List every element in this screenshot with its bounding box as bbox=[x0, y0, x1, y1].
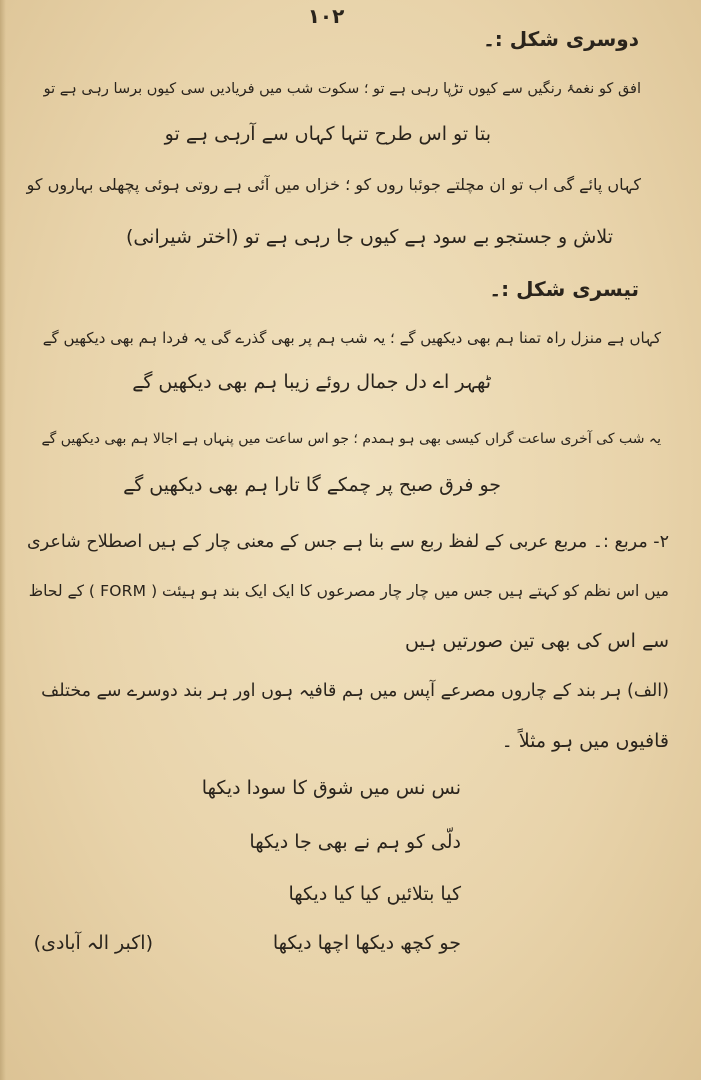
verse-line: ٹھہر اے دل جمال روئے زیبا ہم بھی دیکھیں گے bbox=[132, 371, 491, 393]
poem-line: نس نس میں شوق کا سودا دیکھا bbox=[201, 777, 461, 799]
verse-line: کہاں پائے گی اب تو ان مچلتے جوئبا روں کو ؛ خزاں میں آئی ہے روتی ہوئی پچھلی بہاروں کو bbox=[26, 175, 641, 194]
verse-line: بتا تو اس طرح تنہا کہاں سے آرہی ہے تو bbox=[164, 123, 491, 145]
poem-line: کیا بتلائیں کیا کیا دیکھا bbox=[288, 883, 461, 905]
paragraph-line: ۲- مربع :۔ مربع عربی کے لفظ ربع سے بنا ہے جس کے معنی چار کے ہیں اصطلاح شاعری bbox=[27, 532, 669, 552]
paragraph-line: سے اس کی بھی تین صورتیں ہیں bbox=[405, 630, 669, 652]
poem-line: دلّی کو ہم نے بھی جا دیکھا bbox=[249, 831, 461, 853]
verse-line: جو فرق صبح پر چمکے گا تارا ہم بھی دیکھیں گے bbox=[123, 474, 501, 496]
verse-line: کہاں ہے منزل راہ تمنا ہم بھی دیکھیں گے ؛ یہ شب ہم پر بھی گذرے گی یہ فردا ہم بھی دیکھیں گے bbox=[42, 329, 661, 347]
heading-third-form: تیسری شکل :۔ bbox=[489, 277, 639, 301]
poem-line: جو کچھ دیکھا اچھا دیکھا bbox=[272, 932, 461, 954]
page-number: ۱۰۲ bbox=[307, 4, 345, 28]
heading-second-form: دوسری شکل :۔ bbox=[483, 27, 639, 51]
verse-line: افق کو نغمۂ رنگیں سے کیوں تڑپا رہی ہے تو ؛ سکوت شب میں فریادیں سی کیوں برسا رہی ہے تو bbox=[43, 81, 641, 97]
paragraph-line: میں اس نظم کو کہتے ہیں جس میں چار چار مصرعوں کا ایک ایک بند ہو ہیئت ( FORM ) کے لحاظ bbox=[28, 582, 669, 600]
verse-line: تلاش و جستجو بے سود ہے کیوں جا رہی ہے تو (اختر شیرانی) bbox=[125, 226, 613, 248]
paragraph-line: قافیوں میں ہو مثلاً ۔ bbox=[501, 730, 669, 752]
poet-attribution: (اکبر الہ آبادی) bbox=[33, 932, 153, 954]
verse-line: یہ شب کی آخری ساعت گراں کیسی بھی ہو ہمدم ؛ جو اس ساعت میں پنہاں ہے اجالا ہم بھی دیکھیں گے bbox=[41, 431, 661, 447]
paragraph-line: (الف) ہر بند کے چاروں مصرعے آپس میں ہم قافیہ ہوں اور ہر بند دوسرے سے مختلف bbox=[41, 681, 669, 701]
